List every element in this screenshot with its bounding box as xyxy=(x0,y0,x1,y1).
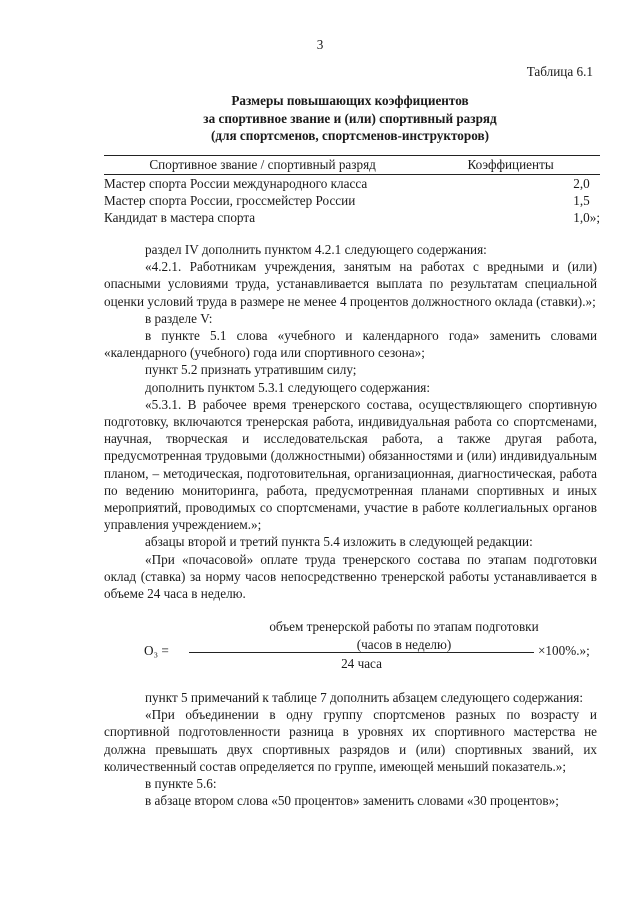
coefficient-cell: 1,0»; xyxy=(573,210,600,226)
formula-numerator-units: (часов в неделю) xyxy=(356,637,452,652)
paragraph: «При «почасовой» оплате труда тренерского состава по этапам подготовки оклад (ставка) за норму часов непосредственно тренерской работы устанавливается в объеме 24 часа в неделю. xyxy=(104,551,597,602)
document-body xyxy=(104,241,597,602)
document-body-continued xyxy=(104,689,597,809)
coefficient-cell: 1,5 xyxy=(573,193,590,209)
table-row xyxy=(104,209,600,226)
table-number: Таблица 6.1 xyxy=(526,64,593,79)
table-row xyxy=(104,192,600,209)
paragraph: в пункте 5.6: xyxy=(145,776,217,792)
table-row xyxy=(104,175,600,193)
paragraph: в абзаце втором слова «50 процентов» заменить словами «30 процентов»; xyxy=(145,793,559,809)
paragraph: дополнить пунктом 5.3.1 следующего содержания: xyxy=(145,379,431,395)
rank-cell: Мастер спорта России международного класса xyxy=(104,176,368,191)
paragraph: пункт 5.2 признать утратившим силу; xyxy=(145,362,357,378)
paragraph: в пункте 5.1 слова «учебного и календарного года» заменить словами «календарного (учебного) года или спортивного сезона»; xyxy=(104,328,597,361)
formula-denominator: 24 часа xyxy=(341,656,382,671)
formula-rhs: ×100%.»; xyxy=(538,643,590,658)
page-number: 3 xyxy=(316,37,324,52)
formula-lhs: О₃ = xyxy=(144,643,169,658)
coefficients-table xyxy=(104,155,600,227)
rank-cell: Кандидат в мастера спорта xyxy=(104,210,256,226)
header-coefficient: Коэффициенты xyxy=(421,156,600,175)
paragraph: пункт 5 примечаний к таблице 7 дополнить абзацем следующего содержания: xyxy=(145,690,584,705)
title-line: (для спортсменов, спортсменов-инструкторов) xyxy=(211,128,489,143)
rank-cell: Мастер спорта России, гроссмейстер России xyxy=(104,193,356,209)
paragraph: в разделе V: xyxy=(145,310,213,326)
paragraph: «5.3.1. В рабочее время тренерского состава, осуществляющего спортивную подготовку, включаются тренерская работа, индивидуальная работа со спортсменами, научная, творческая и исследовательская работа, а также другая работа, предусмотренная трудовыми (должностными) обязанностями и (или) индивидуальным планом, – методическая, подготовительная, организационная, диагностическая, работа по ведению мониторинга, работа, предусмотренная планами спортивных и иных мероприятий, проводимых со спортсменами, участие в работе коллегиальных органов управления учреждением.»; xyxy=(104,396,597,533)
paragraph: раздел IV дополнить пунктом 4.2.1 следующего содержания: xyxy=(145,242,487,257)
formula xyxy=(104,618,600,674)
paragraph: «4.2.1. Работникам учреждения, занятым на работах с вредными и (или) опасными условиями труда, устанавливается выплата по результатам специальной оценки условий труда в размере не менее 4 процентов должностного оклада (ставки).»; xyxy=(104,259,597,309)
header-rank: Спортивное звание / спортивный разряд xyxy=(104,156,421,175)
coefficient-cell: 2,0 xyxy=(573,176,590,191)
table-title xyxy=(100,92,600,145)
paragraph: «При объединении в одну группу спортсменов разных по возрасту и спортивной подготовленности разница в уровнях их спортивного мастерства не должна превышать двух спортивных разрядов и (или) спортивных званий, их количественный состав определяется по группе, имеющей меньший показатель.»; xyxy=(104,707,597,774)
fraction-bar xyxy=(189,652,534,653)
title-line: за спортивное звание и (или) спортивный разряд xyxy=(203,110,497,126)
table-header-row xyxy=(104,156,600,175)
paragraph: абзацы второй и третий пункта 5.4 изложить в следующей редакции: xyxy=(145,534,533,550)
formula-numerator: объем тренерской работы по этапам подготовки xyxy=(269,619,539,634)
title-line: Размеры повышающих коэффициентов xyxy=(231,93,469,108)
